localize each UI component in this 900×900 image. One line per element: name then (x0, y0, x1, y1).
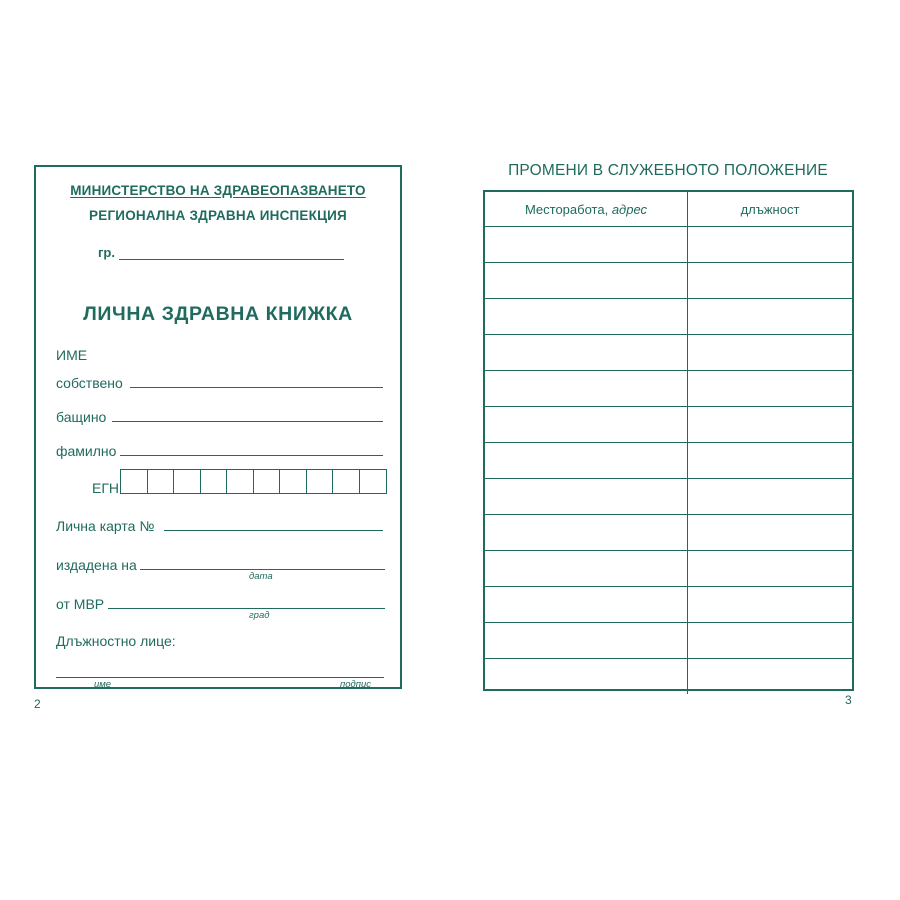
middle-name-label: бащино (56, 409, 107, 425)
table-row (485, 623, 852, 659)
address-label: адрес (611, 201, 648, 217)
booklet-title: ЛИЧНА ЗДРАВНА КНИЖКА (83, 303, 353, 325)
egn-digit-box[interactable] (280, 470, 307, 493)
position-cell[interactable] (688, 443, 853, 479)
id-card-field[interactable] (164, 530, 383, 531)
name-caption: име (94, 679, 112, 690)
last-name-label: фамилно (56, 443, 117, 459)
position-cell[interactable] (688, 407, 853, 443)
position-cell[interactable] (688, 299, 853, 335)
position-cell[interactable] (688, 623, 853, 659)
table-row (485, 515, 852, 551)
position-cell[interactable] (688, 659, 853, 695)
workplace-cell[interactable] (485, 515, 688, 551)
workplace-cell[interactable] (485, 551, 688, 587)
table-row (485, 227, 852, 263)
first-name-field[interactable] (130, 387, 383, 388)
table-row (485, 335, 852, 371)
health-booklet-cover-page (34, 165, 402, 689)
table-header-row (485, 192, 852, 227)
changes-title: ПРОМЕНИ В СЛУЖЕБНОТО ПОЛОЖЕНИЕ (508, 162, 828, 179)
workplace-label: Месторабота, (524, 201, 609, 217)
position-cell[interactable] (688, 479, 853, 515)
workplace-cell[interactable] (485, 407, 688, 443)
table-row (485, 587, 852, 623)
mvr-label: от МВР (56, 596, 105, 612)
workplace-cell[interactable] (485, 659, 688, 695)
egn-digit-box[interactable] (201, 470, 228, 493)
egn-digit-box[interactable] (360, 470, 387, 493)
last-name-field[interactable] (120, 455, 383, 456)
workplace-cell[interactable] (485, 443, 688, 479)
table-row (485, 371, 852, 407)
workplace-cell[interactable] (485, 263, 688, 299)
table-row (485, 443, 852, 479)
table-row (485, 299, 852, 335)
inspection-header: РЕГИОНАЛНА ЗДРАВНА ИНСПЕКЦИЯ (89, 208, 347, 223)
official-label: Длъжностно лице: (56, 633, 176, 649)
table-row (485, 407, 852, 443)
first-name-label: собствено (56, 375, 123, 391)
ministry-header: МИНИСТЕРСТВО НА ЗДРАВЕОПАЗВАНЕТО (70, 183, 366, 198)
signature-caption: подпис (340, 679, 372, 690)
position-cell[interactable] (688, 515, 853, 551)
egn-label: ЕГН (92, 480, 120, 496)
page-number-right: 3 (845, 693, 852, 707)
egn-digit-box[interactable] (254, 470, 281, 493)
position-cell[interactable] (688, 551, 853, 587)
official-field[interactable] (56, 677, 384, 678)
city-caption: град (249, 610, 270, 621)
issuing-city-field[interactable] (108, 608, 385, 609)
workplace-cell[interactable] (485, 371, 688, 407)
egn-digit-box[interactable] (121, 470, 148, 493)
position-cell[interactable] (688, 227, 853, 263)
name-heading: ИМЕ (56, 347, 88, 363)
position-cell[interactable] (688, 263, 853, 299)
egn-digit-box[interactable] (333, 470, 360, 493)
city-field[interactable] (119, 259, 344, 260)
workplace-column-header (485, 192, 688, 227)
position-cell[interactable] (688, 371, 853, 407)
egn-digit-box[interactable] (307, 470, 334, 493)
middle-name-field[interactable] (112, 421, 383, 422)
table-row (485, 263, 852, 299)
city-label: гр. (98, 245, 115, 260)
workplace-cell[interactable] (485, 299, 688, 335)
table-row (485, 659, 852, 695)
page-number-left: 2 (34, 697, 41, 711)
egn-digit-box[interactable] (174, 470, 201, 493)
workplace-cell[interactable] (485, 587, 688, 623)
issued-label: издадена на (56, 557, 137, 573)
id-card-label: Лична карта № (56, 518, 155, 534)
egn-digit-box[interactable] (148, 470, 175, 493)
table-row (485, 551, 852, 587)
workplace-cell[interactable] (485, 479, 688, 515)
egn-digit-box[interactable] (227, 470, 254, 493)
table-row (485, 479, 852, 515)
workplace-cell[interactable] (485, 623, 688, 659)
job-changes-table (483, 190, 854, 691)
workplace-cell[interactable] (485, 227, 688, 263)
position-cell[interactable] (688, 587, 853, 623)
position-column-header: длъжност (688, 192, 853, 227)
egn-field[interactable] (120, 469, 387, 494)
issue-date-field[interactable] (140, 569, 385, 570)
workplace-cell[interactable] (485, 335, 688, 371)
date-caption: дата (249, 571, 273, 582)
position-cell[interactable] (688, 335, 853, 371)
